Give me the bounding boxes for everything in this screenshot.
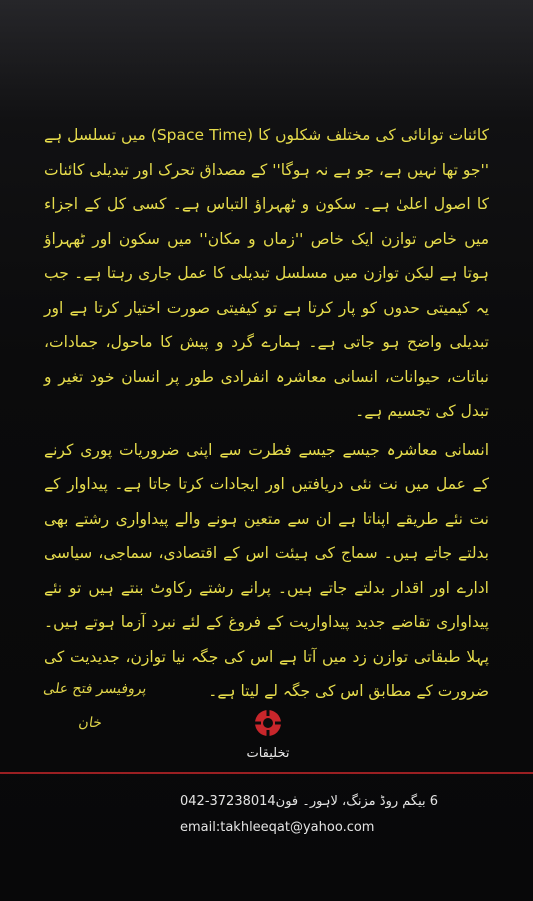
blurb-text [44,118,489,709]
contact-address-row [180,790,439,814]
author-signature [38,672,153,731]
signature-text: پروفیسر فتح علی خان [42,681,148,731]
blurb-paragraph-2: انسانی معاشرہ جیسے جیسے فطرت سے اپنی ضروریات پوری کرنے کے عمل میں نت نئی دریافتیں اور ایجادات کرتا جاتا ہے۔ پیداوار کے نت نئے طریقے اپناتا ہے ان سے متعین ہونے والے پیداواری رشتے بھی بدلتے جاتے ہیں۔ سماج کی ہیئت اس کے اقتصادی، سماجی، سیاسی ادارے اور اقدار بدلتے جاتے ہیں۔ پرانے رشتے رکاوٹ بنتے ہیں تو نئے پیداواری تقاضے جدید پیداواریت کے فروغ کے لئے نبرد آزما ہوتے ہیں۔ پہلا طبقاتی توازن زد میں آتا ہے اس کی جگہ نیا توازن، جدیدیت کی ضرورت کے مطابق اس کی جگہ لے لیتا ہے۔ [44,440,489,700]
publisher-email: email:takhleeqat@yahoo.com [180,820,375,835]
publisher-address: 6 بیگم روڈ مزنگ، لاہور۔ فون [275,794,439,809]
publisher-contact [180,790,439,840]
surface-glare [0,0,533,120]
phone-number: 042-37238014 [180,794,276,809]
blurb-paragraph-1: کائنات توانائی کی مختلف شکلوں کا (Space Time) میں تسلسل ہے ''جو تھا نہیں ہے، جو ہے نہ ہوگا'' کے مصداق تحرک اور تبدیلی کائنات کا اصول اعلیٰ ہے۔ سکون و ٹھہراؤ التباس ہے۔ کسی کل کے اجزاء میں خاص توازن ایک خاص ''زماں و مکان'' میں سکون اور ٹھہراؤ ہوتا ہے لیکن توازن میں مسلسل تبدیلی کا عمل جاری رہتا ہے۔ جب یہ کیمیتی حدوں کو پار کرتا ہے تو کیفیتی صورت اختیار کرتا ہے اور تبدیلی واضح ہو جاتی ہے۔ ہمارے گرد و پیش کا ماحول، جمادات، نباتات، حیوانات، انسانی معاشرہ انفرادی طور پر انسان خود تغیر و تبدل کی تجسیم ہے۔ [44,126,490,420]
red-divider [0,772,533,774]
logo-wordmark: تخلیقات [246,746,290,761]
publisher-logo [240,705,296,767]
publisher-logo-icon [240,705,296,767]
